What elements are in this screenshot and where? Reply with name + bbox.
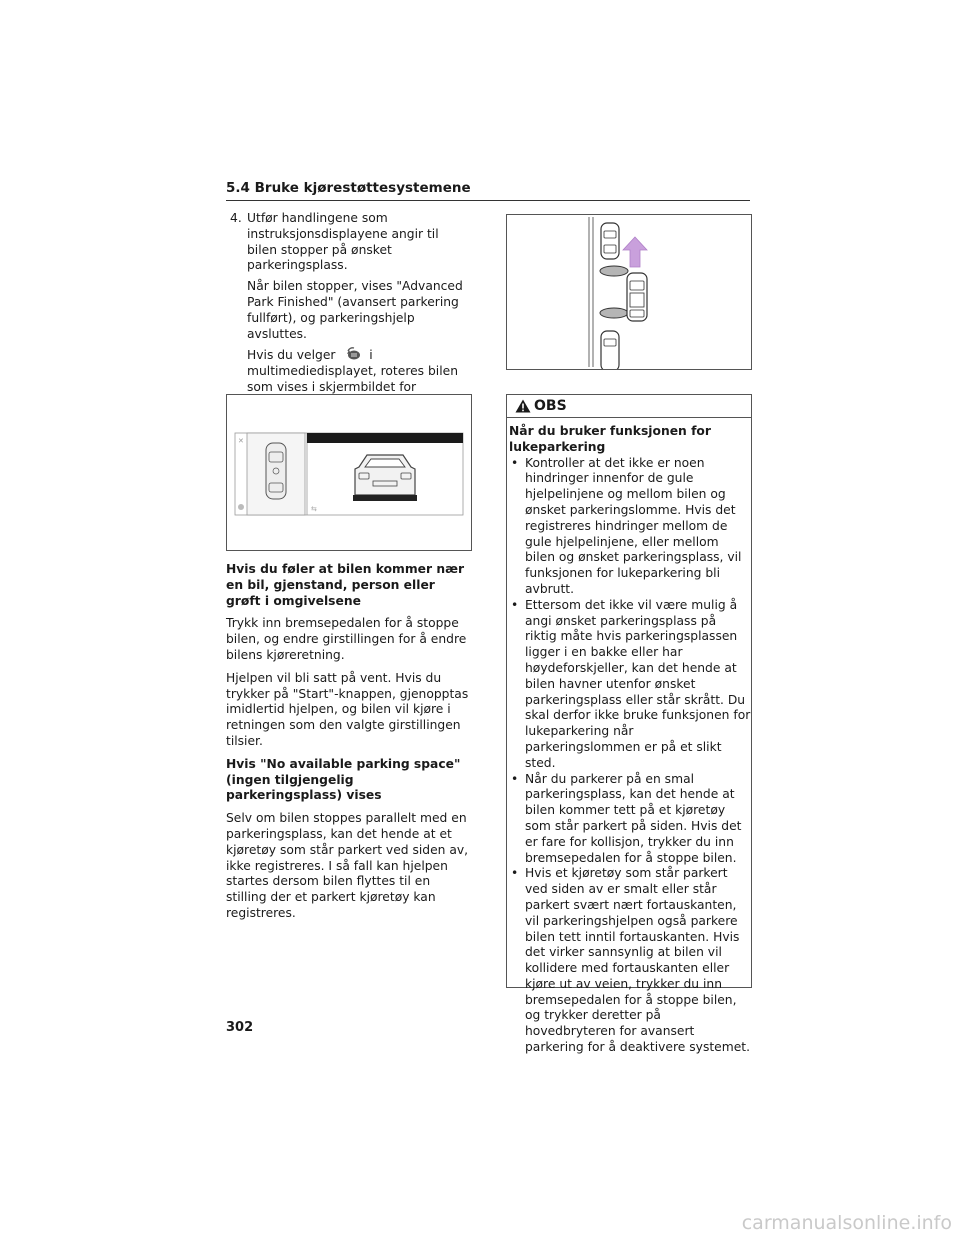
caution-box bbox=[506, 394, 752, 1055]
step-4-text-before-icon: Hvis du velger bbox=[247, 348, 336, 363]
own-car bbox=[627, 273, 647, 321]
caution-title: OBS bbox=[534, 398, 567, 414]
heading-near-object: Hvis du føler at bilen kommer nær en bil, gjenstand, person eller grøft i omgivelsene bbox=[226, 562, 465, 608]
parking-illustration bbox=[506, 214, 752, 370]
list-item: • Hvis et kjøretøy som står parkert ved siden av er smalt eller står parkert svært nært fortauskanten, vil parkeringshjelpen også parkere bilen tett inntil fortauskanten. Hvis det virker sannsynlig at bilen vil kollidere med fortauskanten eller kjøre ut av veien, trykker du inn bremsepedalen for å stoppe bilen, og trykker deretter på hovedbryteren for avansert parkering for å deaktivere systemet. bbox=[509, 866, 751, 1056]
paragraph-not-detected: Selv om bilen stoppes parallelt med en parkeringsplass, kan det hende at et kjøretøy som står parkert ved siden av, ikke registreres. I så fall kan hjelpen startes dersom bilen flyttes til en stilling der et parkert kjøretøy kan registreres. bbox=[226, 811, 469, 920]
heading-no-space: Hvis "No available parking space" (ingen tilgjengelig parkeringsplass) vises bbox=[226, 756, 461, 803]
caution-subtitle: Når du bruker funksjonen for lukeparkering bbox=[509, 424, 711, 454]
left-column-text bbox=[226, 562, 471, 929]
step-4-text-after-icon: i multimediedisplayet, roteres bilen som vises i skjermbildet for bbox=[247, 348, 458, 394]
parked-car-top bbox=[601, 223, 619, 259]
list-item: • Når du parkerer på en smal parkeringsplass, kan det hende at bilen kommer tett på et kjøretøy som står parkert på siden. Hvis det er fare for kollisjon, trykker du inn bremsepedalen for å stoppe bilen. bbox=[509, 772, 751, 867]
paragraph-brake: Trykk inn bremsepedalen for å stoppe bilen, og endre girstillingen for å endre bilens kjøreretning. bbox=[226, 616, 467, 662]
paragraph-resume: Hjelpen vil bli satt på vent. Hvis du trykker på "Start"-knappen, gjenopptas imidlertid hjelpen, og bilen vil kjøre i retningen som den valgte girstillingen tilsier. bbox=[226, 670, 469, 748]
parked-car-bottom bbox=[601, 331, 619, 369]
caution-header bbox=[507, 395, 751, 418]
parking-diagram bbox=[507, 215, 751, 369]
display-screenshot bbox=[226, 394, 472, 551]
warning-icon bbox=[515, 399, 531, 413]
page-number: 302 bbox=[226, 1020, 254, 1035]
step-4-paragraph-1: Utfør handlingene som instruksjonsdisplayene angir til bilen stopper på ønsket parkeringsplass. bbox=[247, 211, 439, 273]
direction-arrow bbox=[623, 237, 647, 267]
section-title: 5.4 Bruke kjørestøttesystemene bbox=[226, 180, 750, 201]
step-4 bbox=[230, 211, 470, 417]
park-assist-icon bbox=[345, 347, 361, 361]
list-item: • Ettersom det ikke vil være mulig å angi ønsket parkeringsplass på riktig måte hvis parkeringsplassen ligger i en bakke eller har høydeforskjeller, kan det hende at bilen havner utenfor ønsket parkeringsplass eller står skrått. Du skal derfor ikke bruke funksjonen for lukeparkering når parkeringslommen er på et slikt sted. bbox=[509, 598, 751, 772]
watermark: carmanualsonline.info bbox=[741, 1212, 952, 1234]
caution-content bbox=[507, 418, 751, 1056]
step-4-paragraph-2: Når bilen stopper, vises "Advanced Park Finished" (avansert parkering fullført), og parkeringshjelp avsluttes. bbox=[247, 279, 463, 341]
caution-list bbox=[509, 456, 751, 1056]
detection-zone-upper bbox=[600, 266, 628, 276]
svg-text:✕: ✕ bbox=[238, 437, 244, 445]
detection-zone-lower bbox=[600, 308, 628, 318]
step-number: 4. bbox=[230, 211, 242, 225]
svg-text:⇆: ⇆ bbox=[311, 505, 317, 513]
list-item: • Kontroller at det ikke er noen hindringer innenfor de gule hjelpelinjene og mellom bilen og ønsket parkeringslomme. Hvis det registreres hindringer mellom de gule hjelpelinjene, eller mellom bilen og ønsket parkeringsplass, vil funksjonen for lukeparkering bli avbrutt. bbox=[509, 456, 751, 598]
